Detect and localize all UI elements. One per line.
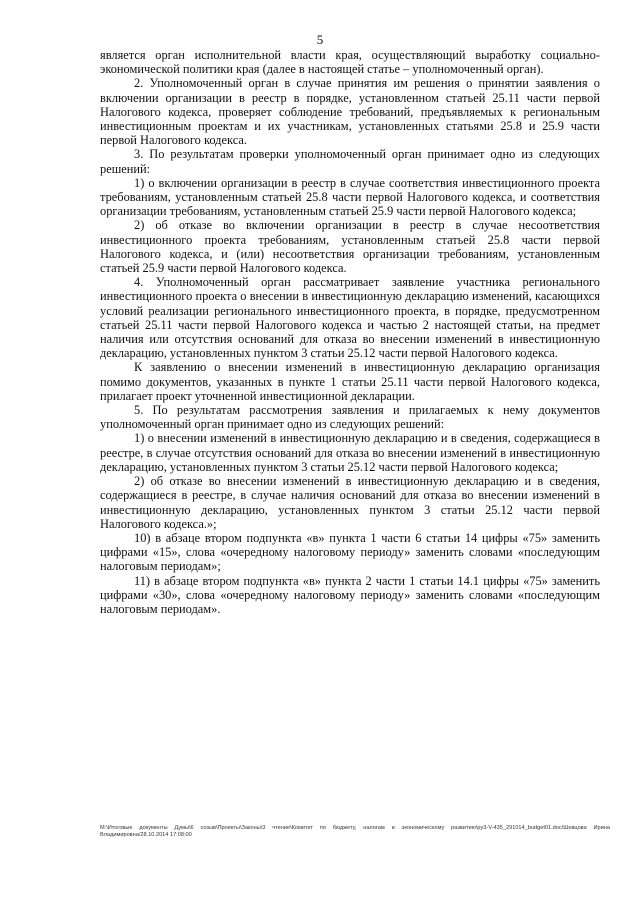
paragraph: 11) в абзаце втором подпункта «в» пункта 2 части 1 статьи 14.1 цифры «75» заменить цифрами «30», слова «очередному налоговому периоду» заменить словами «последующим налоговым периодам». bbox=[100, 573, 600, 616]
paragraph: 2. Уполномоченный орган в случае принятия им решения о принятии заявления о включении организации в реестр в порядке, установленном статьей 25.11 части первой Налогового кодекса, проверяет соблюдение требований, предъявляемых к региональным инвестиционным проектам и их участникам, установленных статьями 25.8 и 25.9 части первой Налогового кодекса. bbox=[100, 76, 600, 148]
paragraph: 10) в абзаце втором подпункта «в» пункта 1 части 6 статьи 14 цифры «75» заменить цифрами «15», слова «очередному налоговому периоду» заменить словами «последующим налоговым периодам»; bbox=[100, 530, 600, 574]
paragraph: 1) о включении организации в реестр в случае соответствия инвестиционного проекта требованиям, установленным статьей 25.8 части первой Налогового кодекса, и соответствия организации требованиям, установленным статьей 25.9 части первой Налогового кодекса; bbox=[100, 175, 600, 219]
document-body bbox=[100, 48, 600, 616]
page-number: 5 bbox=[316, 32, 324, 47]
paragraph: 5. По результатам рассмотрения заявления и прилагаемых к нему документов уполномоченный орган принимает одно из следующих решений: bbox=[100, 403, 600, 432]
paragraph: 2) об отказе во внесении изменений в инвестиционную декларацию и в сведения, содержащиеся в реестре, в случае наличия оснований для отказа во внесении изменений в инвестиционную декларацию, установленных пунктом 3 статьи 25.12 части первой Налогового кодекса.»; bbox=[100, 474, 600, 531]
paragraph: К заявлению о внесении изменений в инвестиционную декларацию организация помимо документов, указанных в пункте 1 статьи 25.11 части первой Налогового кодекса, прилагает проект уточненной инвестиционной декларации. bbox=[100, 360, 600, 403]
paragraph: является орган исполнительной власти края, осуществляющий выработку социально-экономической политики края (далее в настоящей статье – уполномоченный орган). bbox=[100, 48, 600, 77]
paragraph: 1) о внесении изменений в инвестиционную декларацию и в сведения, содержащиеся в реестре, в случае отсутствия оснований для отказа во внесении изменений в инвестиционную декларацию, установленных пунктом 3 статьи 25.12 части первой Налогового кодекса; bbox=[100, 431, 600, 474]
paragraph: 2) об отказе во включении организации в реестр в случае несоответствия инвестиционного проекта требованиям, установленным статьей 25.8 части первой Налогового кодекса, и (или) несоответствия организации требованиям, установленным статьей 25.9 части первой Налогового кодекса. bbox=[100, 218, 600, 276]
file-path-footer: M:\Итоговые документы Думы\6 созыв\Проекты\Законы\3 чтение\Комитет по бюджету, налогам и экономическому развитию\ру3-V-435_291014_budget01.doc/Шевцова Ирина Владимировна/28.10.2014 17:08:00 bbox=[100, 825, 610, 838]
paragraph: 3. По результатам проверки уполномоченный орган принимает одно из следующих решений: bbox=[100, 147, 600, 176]
paragraph: 4. Уполномоченный орган рассматривает заявление участника регионального инвестиционного проекта о внесении в инвестиционную декларацию изменений, касающихся условий реализации регионального инвестиционного проекта, в порядке, предусмотренном статьей 25.11 части первой Налогового кодекса и частью 2 настоящей статьи, на предмет наличия или отсутствия оснований для отказа во внесении изменений в инвестиционную декларацию, установленных пунктом 3 статьи 25.12 части первой Налогового кодекса. bbox=[100, 275, 600, 361]
